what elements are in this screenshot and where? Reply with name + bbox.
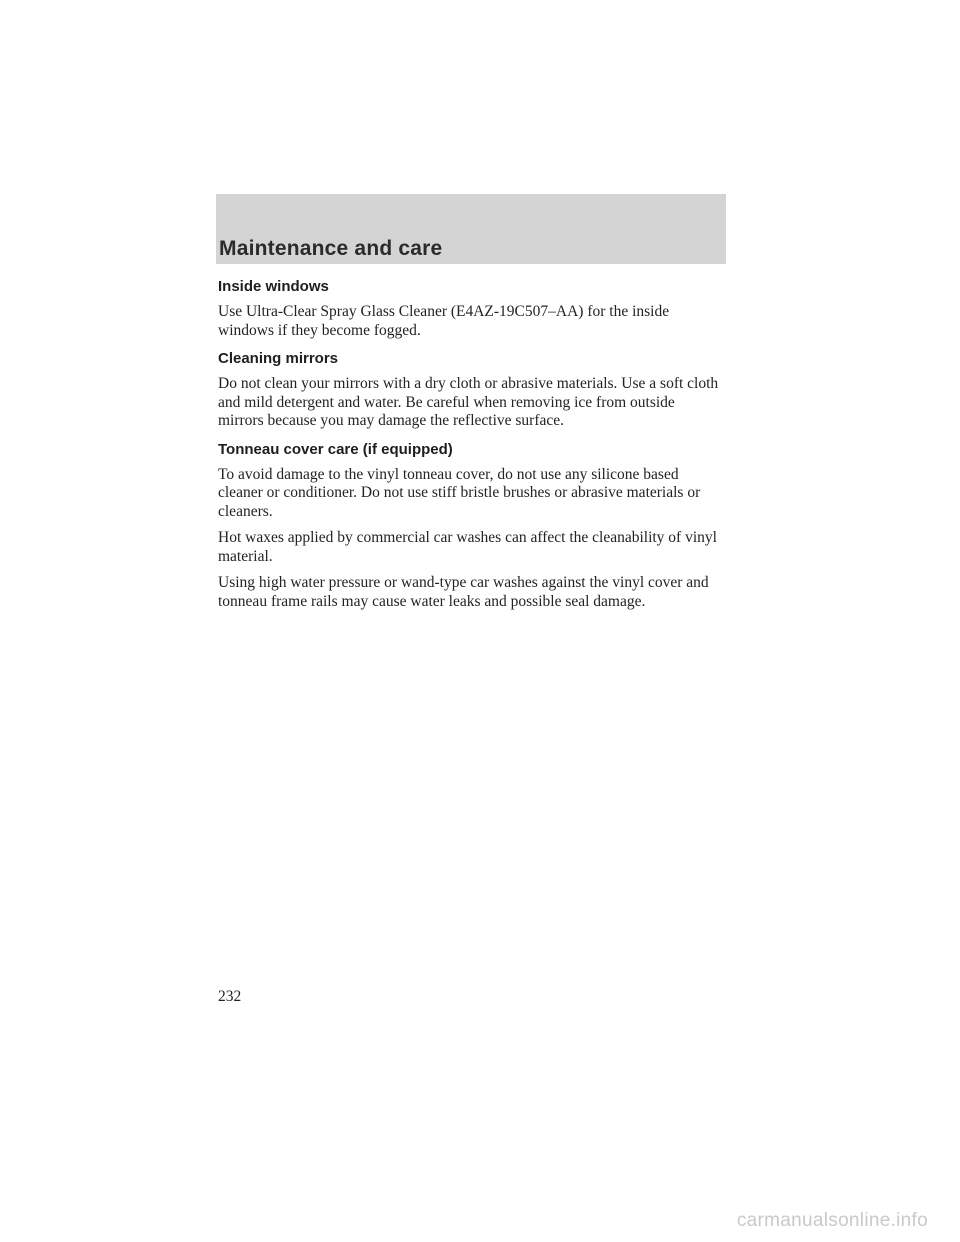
paragraph-tonneau-1: To avoid damage to the vinyl tonneau cover, do not use any silicone based cleaner or conditioner. Do not use stiff bristle brushes or abrasive materials or cleaners. [218, 465, 701, 520]
section-title: Maintenance and care [219, 237, 443, 260]
paragraph-tonneau-2: Hot waxes applied by commercial car washes can affect the cleanability of vinyl material. [218, 529, 717, 565]
paragraph-cleaning-mirrors: Do not clean your mirrors with a dry cloth or abrasive materials. Use a soft cloth and mild detergent and water. Be careful when removing ice from outside mirrors because you may damage the reflective surface. [218, 375, 719, 429]
watermark-text: carmanualsonline.info [736, 1210, 928, 1231]
paragraph-tonneau-3: Using high water pressure or wand-type car washes against the vinyl cover and tonneau frame rails may cause water leaks and possible seal damage. [218, 574, 709, 610]
paragraph-inside-windows: Use Ultra-Clear Spray Glass Cleaner (E4AZ-19C507–AA) for the inside windows if they become fogged. [218, 303, 670, 339]
heading-inside-windows: Inside windows [218, 278, 329, 295]
heading-cleaning-mirrors: Cleaning mirrors [218, 350, 339, 367]
heading-tonneau-cover-care: Tonneau cover care (if equipped) [218, 440, 453, 458]
page-number: 232 [218, 988, 242, 1005]
section-header-band [216, 194, 726, 264]
page-content [218, 278, 723, 619]
